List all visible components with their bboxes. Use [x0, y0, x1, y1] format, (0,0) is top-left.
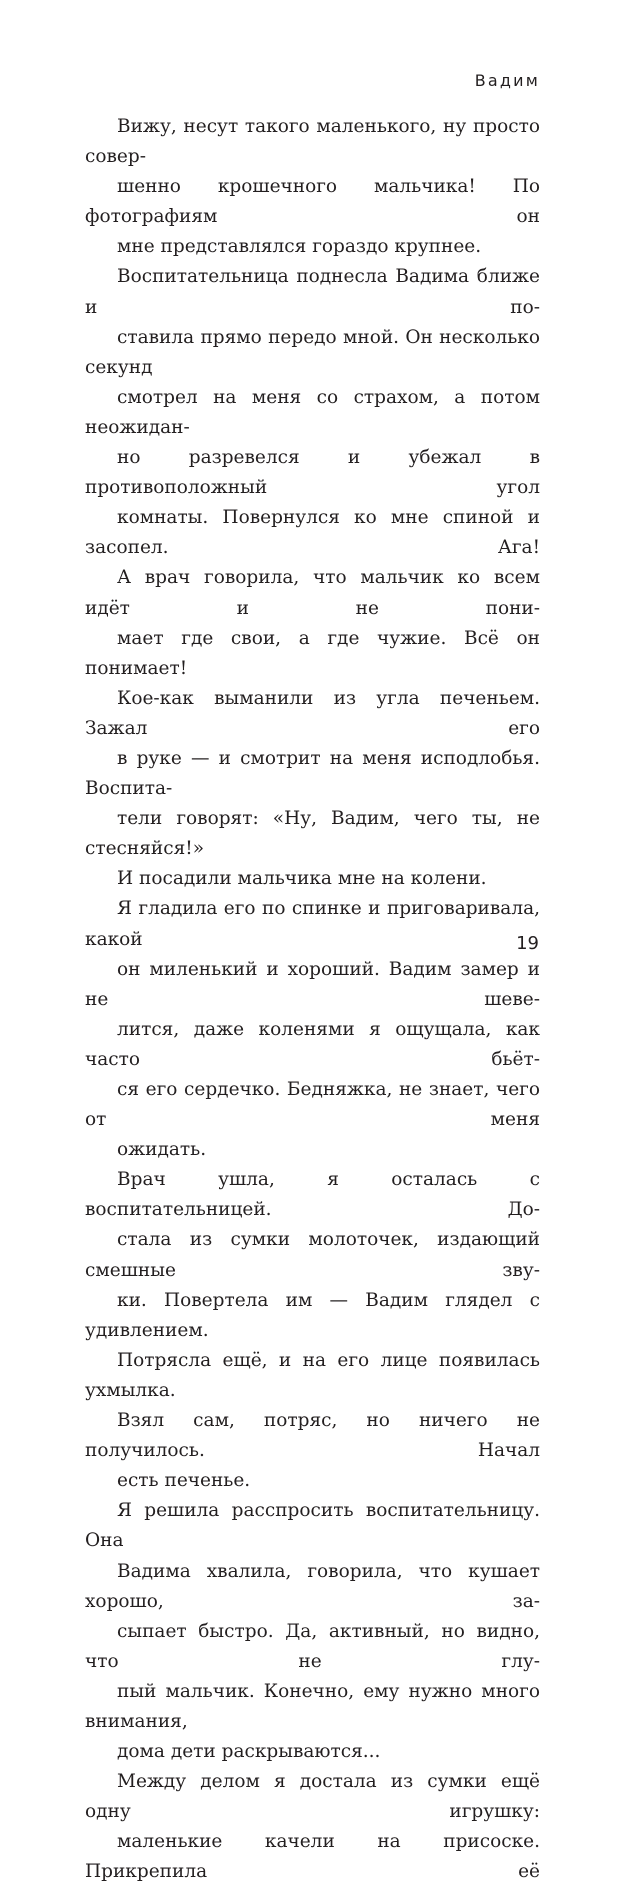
text-line: смотрел на меня со страхом, а потом неожидан-: [85, 386, 540, 438]
text-line: лится, даже коленями я ощущала, как часто бьёт-: [85, 1018, 540, 1070]
paragraph: [85, 112, 540, 262]
text-line: комнаты. Повернулся ко мне спиной и засопел. Ага!: [85, 507, 540, 559]
text-line: А врач говорила, что мальчик ко всем идёт и не пони-: [85, 567, 540, 619]
text-line: мает где свои, а где чужие. Всё он понимает!: [85, 627, 540, 679]
text-line: Между делом я достала из сумки ещё одну игрушку:: [85, 1771, 540, 1823]
text-line: ставила прямо передо мной. Он несколько секунд: [85, 326, 540, 378]
text-line: Я решила расспросить воспитательницу. Она: [85, 1500, 540, 1552]
text-line: Кое-как выманили из угла печеньем. Зажал его: [85, 687, 540, 739]
paragraph: [85, 894, 540, 1165]
text-line: есть печенье.: [117, 1470, 251, 1492]
text-line: Врач ушла, я осталась с воспитательницей. До-: [85, 1169, 540, 1221]
paragraph: [85, 262, 540, 683]
paragraph: [85, 684, 540, 895]
text-line: ожидать.: [117, 1139, 207, 1161]
text-line: Я гладила его по спинке и приговаривала, какой: [85, 898, 540, 950]
text-line: маленькие качели на присоске. Прикрепила её: [85, 1831, 540, 1883]
text-line: стала из сумки молоточек, издающий смешные зву-: [85, 1229, 540, 1281]
text-line: Вижу, несут такого маленького, ну просто совер-: [85, 116, 540, 168]
text-line: он миленький и хороший. Вадим замер и не шеве-: [85, 958, 540, 1010]
text-line: тели говорят: «Ну, Вадим, чего ты, не стесняйся!»: [85, 808, 540, 860]
text-line: мне представлялся гораздо крупнее.: [117, 236, 482, 258]
text-line: Взял сам, потряс, но ничего не получилось. Начал: [85, 1410, 540, 1462]
page-number: 19: [516, 933, 539, 954]
text-line: сыпает быстро. Да, активный, но видно, что не глу-: [85, 1620, 540, 1672]
paragraph: [85, 1165, 540, 1496]
running-head: Вадим: [474, 71, 540, 90]
text-line: пый мальчик. Конечно, ему нужно много внимания,: [85, 1680, 540, 1732]
text-line: но разревелся и убежал в противоположный угол: [85, 447, 540, 499]
text-line: ки. Повертела им — Вадим глядел с удивлением.: [85, 1289, 540, 1341]
paragraph: [85, 1767, 540, 1887]
text-line: ся его сердечко. Бедняжка, не знает, чего от меня: [85, 1079, 540, 1131]
text-line: Вадима хвалила, говорила, что кушает хорошо, за-: [85, 1560, 540, 1612]
text-line: шенно крошечного мальчика! По фотографиям он: [85, 176, 540, 228]
text-line: Потрясла ещё, и на его лице появилась ухмылка.: [85, 1349, 540, 1401]
text-line: И посадили мальчика мне на колени.: [117, 868, 487, 890]
paragraph: [85, 1496, 540, 1767]
text-line: дома дети раскрываются...: [117, 1741, 381, 1763]
text-line: в руке — и смотрит на меня исподлобья. Воспита-: [85, 747, 540, 800]
text-line: Воспитательница поднесла Вадима ближе и по-: [85, 266, 540, 318]
